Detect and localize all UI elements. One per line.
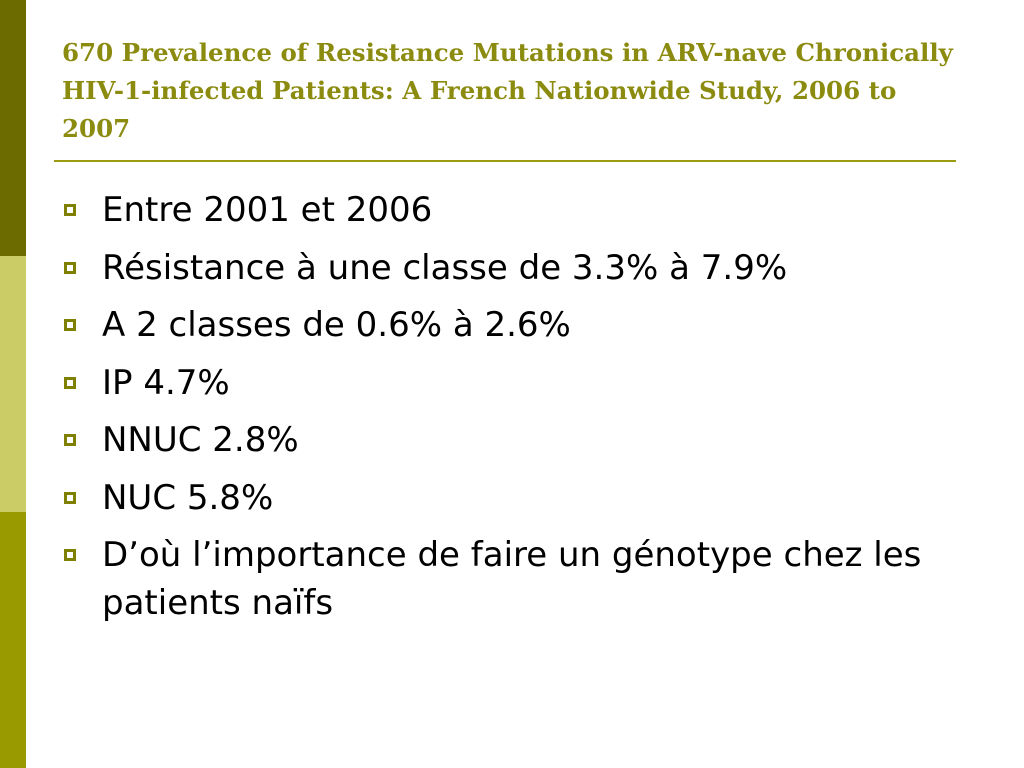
bullet-text: Résistance à une classe de 3.3% à 7.9% [102, 247, 788, 288]
bullet-text: NNUC 2.8% [102, 420, 299, 460]
sidebar-band-middle [0, 256, 26, 512]
sidebar-band-bottom [0, 512, 26, 768]
bullet-item [62, 301, 962, 349]
bullet-item [62, 359, 962, 407]
hollow-square-bullet-icon [64, 492, 76, 504]
bullet-text: IP 4.7% [102, 362, 230, 403]
bullet-item [62, 186, 962, 234]
bullet-item [62, 416, 962, 464]
bullet-text: Entre 2001 et 2006 [102, 190, 433, 230]
hollow-square-bullet-icon [64, 262, 76, 274]
slide-title: 670 Prevalence of Resistance Mutations in ARV-nave Chronically HIV-1-infected Patients: A French Nationwide Study, 2006 to 2007 [62, 38, 953, 143]
bullet-item [62, 531, 962, 627]
bullet-list [62, 186, 962, 637]
title-underline [54, 160, 956, 162]
bullet-text: NUC 5.8% [102, 477, 274, 518]
hollow-square-bullet-icon [64, 204, 76, 216]
bullet-text: A 2 classes de 0.6% à 2.6% [102, 305, 571, 345]
bullet-item [62, 244, 962, 292]
hollow-square-bullet-icon [64, 549, 76, 561]
sidebar-band-top [0, 0, 26, 256]
bullet-text: D’où l’importance de faire un génotype chez les patients naïfs [102, 535, 922, 623]
bullet-item [62, 474, 962, 522]
hollow-square-bullet-icon [64, 434, 76, 446]
hollow-square-bullet-icon [64, 319, 76, 331]
hollow-square-bullet-icon [64, 377, 76, 389]
